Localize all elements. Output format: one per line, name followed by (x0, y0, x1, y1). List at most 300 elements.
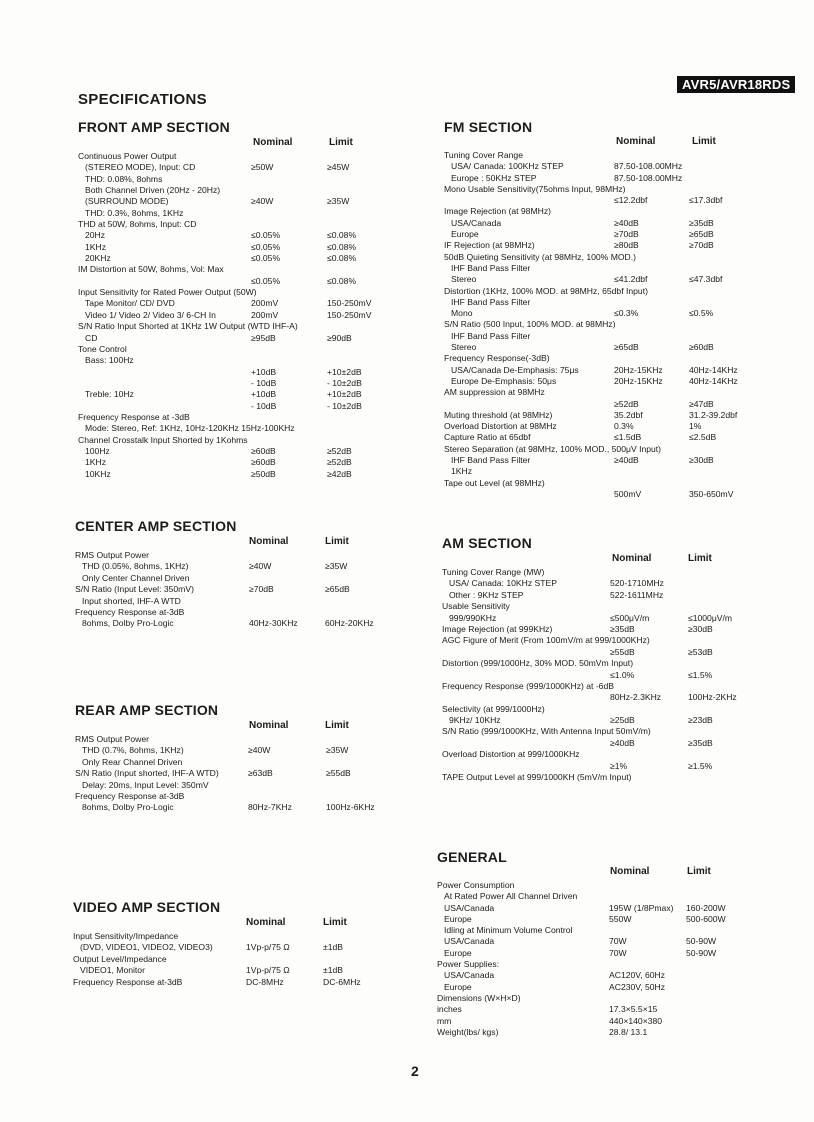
spec-label: IHF Band Pass Filter (451, 330, 531, 341)
spec-limit: ≥52dB (327, 457, 352, 468)
spec-nominal: ≥55dB (610, 646, 635, 657)
column-header-limit: Limit (692, 136, 716, 147)
spec-nominal: ≤500μV/m (610, 612, 650, 623)
spec-row (442, 658, 772, 669)
spec-row (444, 387, 774, 398)
spec-nominal: 20Hz-15KHz (614, 364, 663, 375)
spec-row (444, 353, 774, 364)
spec-row (444, 297, 774, 308)
spec-rows (78, 151, 408, 480)
spec-row (442, 635, 772, 646)
spec-nominal: ≤0.05% (251, 241, 281, 252)
spec-nominal: 500mV (614, 488, 642, 499)
spec-nominal: 20Hz-15KHz (614, 375, 663, 386)
spec-row (437, 970, 767, 981)
spec-limit: ≤0.08% (327, 275, 357, 286)
spec-label: Europe (444, 981, 472, 992)
spec-nominal: 80Hz-2.3KHz (610, 692, 662, 703)
spec-limit: 500-600W (686, 913, 726, 924)
spec-row (437, 1004, 767, 1015)
spec-label: Mono Usable Sensitivity(75ohms Input, 98MHz) (444, 183, 626, 194)
spec-row (437, 948, 767, 959)
spec-row (78, 151, 408, 162)
spec-label: Treble: 10Hz (85, 389, 134, 400)
spec-nominal: - 10dB (251, 400, 277, 411)
spec-nominal: AC120V, 60Hz (609, 970, 666, 981)
spec-limit: ±1dB (323, 942, 344, 953)
spec-label: USA/Canada De-Emphasis: 75μs (451, 364, 579, 375)
spec-label: Continuous Power Output (78, 151, 177, 161)
spec-label: IHF Band Pass Filter (451, 455, 531, 466)
spec-row (437, 880, 767, 891)
spec-row (78, 287, 408, 298)
spec-limit: ≥70dB (689, 240, 714, 251)
spec-label: RMS Output Power (75, 550, 150, 560)
section-title: FM SECTION (444, 119, 533, 135)
spec-nominal: 1Vp-p/75 Ω (246, 965, 290, 976)
spec-row (442, 590, 772, 601)
spec-label: mm (437, 1015, 452, 1026)
spec-nominal: - 10dB (251, 377, 277, 388)
spec-row (444, 173, 774, 184)
spec-label: Power Consumption (437, 880, 515, 890)
spec-nominal: ≥63dB (248, 768, 273, 779)
column-header-nominal: Nominal (612, 553, 652, 564)
rear-amp-section (75, 702, 405, 813)
spec-row (78, 469, 408, 480)
spec-nominal: ≥52dB (614, 398, 639, 409)
spec-label: Input Sensitivity for Rated Power Output (50W) (78, 287, 257, 298)
spec-rows (444, 150, 774, 500)
spec-nominal: ≥25dB (610, 715, 635, 726)
spec-row (444, 421, 774, 432)
fm-section (444, 119, 774, 499)
spec-row (442, 681, 772, 692)
video-amp-section (73, 899, 403, 987)
section-title: CENTER AMP SECTION (75, 518, 237, 534)
column-header-limit: Limit (688, 553, 712, 564)
spec-limit: ≤1000μV/m (688, 612, 733, 623)
spec-row (75, 584, 405, 595)
spec-label: Video 1/ Video 2/ Video 3/ 6-CH In (85, 309, 216, 320)
spec-label: Europe (444, 947, 472, 958)
spec-row (75, 596, 405, 607)
spec-row (444, 274, 774, 285)
spec-rows (437, 880, 767, 1038)
spec-label: IHF Band Pass Filter (451, 262, 531, 273)
spec-label: Frequency Response at-3dB (75, 606, 185, 617)
spec-nominal: 1Vp-p/75 Ω (246, 942, 290, 953)
spec-rows (75, 734, 405, 814)
spec-row (444, 150, 774, 161)
spec-row (75, 561, 405, 572)
spec-row (442, 567, 772, 578)
section-title: VIDEO AMP SECTION (73, 899, 221, 915)
spec-nominal: 17.3×5.5×15 (609, 1004, 658, 1015)
column-header-nominal: Nominal (249, 720, 289, 731)
spec-label: Tape out Level (at 98MHz) (444, 477, 545, 488)
spec-row (78, 310, 408, 321)
spec-label: Other : 9KHz STEP (449, 589, 524, 600)
spec-row (73, 965, 403, 976)
spec-nominal: ≥70dB (614, 229, 639, 240)
spec-label: USA/Canada (444, 902, 495, 913)
spec-label: S/N Ratio (Input Level: 350mV) (75, 584, 194, 595)
spec-label: USA/Canada (444, 936, 495, 947)
spec-row (78, 242, 408, 253)
spec-label: Frequency Response(-3dB) (444, 353, 550, 364)
spec-label: Frequency Response at-3dB (73, 976, 183, 987)
spec-row (73, 977, 403, 988)
spec-label: 1KHz (85, 241, 107, 252)
spec-label: Tuning Cover Range (444, 150, 523, 160)
spec-label: Muting threshold (at 98MHz) (444, 409, 553, 420)
spec-limit: 50-90W (686, 947, 717, 958)
spec-row (444, 376, 774, 387)
spec-row (444, 240, 774, 251)
spec-limit: ≤17.3dbf (689, 195, 723, 206)
spec-nominal: AC230V, 50Hz (609, 981, 666, 992)
spec-label: 1KHz (85, 457, 107, 468)
spec-label: Selectivity (at 999/1000Hz) (442, 703, 545, 714)
spec-nominal: ≤0.05% (251, 253, 281, 264)
spec-label: 8ohms, Dolby Pro-Logic (82, 618, 174, 629)
spec-row (444, 455, 774, 466)
spec-limit: ≤47.3dbf (689, 274, 723, 285)
spec-row (444, 444, 774, 455)
spec-nominal: ≥50W (251, 162, 274, 173)
spec-label: Tone Control (78, 343, 127, 354)
spec-row (73, 942, 403, 953)
spec-label: IHF Band Pass Filter (451, 296, 531, 307)
spec-limit: 40Hz-14KHz (689, 375, 738, 386)
spec-limit: ≥52dB (327, 445, 352, 456)
spec-label: THD at 50W, 8ohms, Input: CD (78, 219, 197, 230)
spec-label: THD (0.7%, 8ohms, 1KHz) (82, 745, 184, 756)
spec-limit: ≥35dB (688, 737, 713, 748)
spec-nominal: ≤0.3% (614, 308, 639, 319)
spec-nominal: ≤1.5dB (614, 432, 642, 443)
spec-limit: ≥90dB (327, 332, 352, 343)
spec-row (442, 715, 772, 726)
spec-row (78, 276, 408, 287)
spec-label: Image Rejection (at 98MHz) (444, 206, 551, 217)
spec-label: Channel Crosstalk Input Shorted by 1Kohms (78, 434, 248, 445)
spec-limit: ≥42dB (327, 468, 352, 479)
spec-label: Tape Monitor/ CD/ DVD (85, 298, 175, 309)
spec-row (437, 1016, 767, 1027)
spec-limit: ≥55dB (326, 768, 351, 779)
spec-row (444, 184, 774, 195)
spec-limit: - 10±2dB (327, 377, 362, 388)
spec-nominal: 87.50-108.00MHz (614, 172, 683, 183)
spec-nominal: +10dB (251, 389, 277, 400)
spec-limit: ≤0.08% (327, 253, 357, 264)
spec-nominal: ≤0.05% (251, 230, 281, 241)
spec-label: Both Channel Driven (20Hz - 20Hz) (85, 185, 221, 196)
spec-nominal: 550W (609, 913, 632, 924)
spec-label: Europe : 50KHz STEP (451, 172, 537, 183)
spec-row (444, 252, 774, 263)
spec-row (444, 466, 774, 477)
spec-label: S/N Ratio Input Shorted at 1KHz 1W Output (WTD IHF-A) (78, 321, 298, 332)
spec-label: IM Distortion at 50W, 8ohms, Vol: Max (78, 264, 224, 275)
spec-row (75, 768, 405, 779)
spec-limit: ≥35W (325, 561, 348, 572)
spec-nominal: ≤41.2dbf (614, 274, 648, 285)
spec-row (78, 230, 408, 241)
spec-label: 20KHz (85, 253, 111, 264)
spec-row (444, 218, 774, 229)
section-title: GENERAL (437, 849, 507, 865)
spec-label: Mono (451, 308, 473, 319)
spec-limit: 150-250mV (327, 309, 372, 320)
spec-row (442, 601, 772, 612)
spec-row (437, 891, 767, 902)
column-header-nominal: Nominal (246, 917, 286, 928)
spec-label: 20Hz (85, 230, 106, 241)
spec-limit: ≥30dB (688, 623, 713, 634)
spec-row (78, 435, 408, 446)
spec-row (442, 726, 772, 737)
spec-limit: ≥60dB (689, 342, 714, 353)
spec-row (442, 624, 772, 635)
spec-nominal: ≥65dB (614, 342, 639, 353)
spec-row (437, 1027, 767, 1038)
spec-nominal: ≥70dB (249, 584, 274, 595)
spec-nominal: 40Hz-30KHz (249, 618, 298, 629)
front-amp-section (78, 119, 408, 479)
spec-row (78, 333, 408, 344)
spec-label: THD: 0.3%, 8ohms, 1KHz (85, 207, 184, 218)
center-amp-section (75, 518, 405, 629)
spec-label: Output Level/Impedance (73, 953, 167, 964)
spec-row (442, 749, 772, 760)
spec-row (444, 308, 774, 319)
spec-row (73, 954, 403, 965)
spec-row (444, 161, 774, 172)
spec-row (442, 613, 772, 624)
spec-nominal: ≥40W (248, 745, 271, 756)
spec-row (442, 578, 772, 589)
spec-nominal: ≥40dB (610, 737, 635, 748)
spec-limit: 31.2-39.2dbf (689, 409, 738, 420)
spec-nominal: 80Hz-7KHz (248, 802, 292, 813)
spec-label: At Rated Power All Channel Driven (444, 891, 578, 902)
spec-label: (DVD, VIDEO1, VIDEO2, VIDEO3) (80, 942, 213, 953)
spec-limit: ≥30dB (689, 455, 714, 466)
spec-row (444, 342, 774, 353)
spec-row (75, 618, 405, 629)
spec-nominal: 87.50-108.00MHz (614, 161, 683, 172)
spec-row (442, 670, 772, 681)
spec-row (78, 174, 408, 185)
spec-row (444, 206, 774, 217)
spec-row (78, 185, 408, 196)
spec-nominal: ≥40W (251, 196, 274, 207)
spec-row (444, 365, 774, 376)
section-title: FRONT AMP SECTION (78, 119, 230, 135)
spec-label: Power Supplies: (437, 959, 500, 970)
spec-row (78, 457, 408, 468)
spec-row (75, 791, 405, 802)
spec-row (78, 253, 408, 264)
section-title: AM SECTION (442, 535, 532, 551)
spec-label: USA/ Canada: 100KHz STEP (451, 161, 564, 172)
spec-row (444, 195, 774, 206)
spec-row (437, 936, 767, 947)
spec-label: THD: 0.08%, 8ohms (85, 173, 163, 184)
spec-limit: +10±2dB (327, 366, 362, 377)
spec-row (73, 931, 403, 942)
spec-row (78, 298, 408, 309)
spec-row (78, 355, 408, 366)
spec-label: Weight(lbs/ kgs) (437, 1026, 499, 1037)
spec-row (78, 367, 408, 378)
am-section (442, 535, 772, 783)
column-header-limit: Limit (687, 866, 711, 877)
column-header-nominal: Nominal (249, 536, 289, 547)
spec-row (437, 959, 767, 970)
spec-nominal: 28.8/ 13.1 (609, 1026, 648, 1037)
spec-row (437, 982, 767, 993)
spec-row (75, 802, 405, 813)
spec-nominal: ≥35dB (610, 623, 635, 634)
spec-row (75, 780, 405, 791)
spec-label: Frequency Response at -3dB (78, 411, 190, 422)
spec-label: Frequency Response (999/1000KHz) at -6dB (442, 680, 614, 691)
spec-limit: ≥35dB (689, 217, 714, 228)
spec-label: Mode: Stereo, Ref: 1KHz, 10Hz-120KHz 15Hz-100KHz (85, 423, 295, 434)
spec-limit: ≤0.08% (327, 241, 357, 252)
spec-limit: ≥1.5% (688, 760, 713, 771)
spec-limit: ≥35W (326, 745, 349, 756)
spec-nominal: 195W (1/8Pmax) (609, 902, 674, 913)
spec-row (78, 208, 408, 219)
column-header-nominal: Nominal (253, 137, 293, 148)
spec-label: Stereo (451, 342, 477, 353)
spec-row (78, 401, 408, 412)
spec-label: RMS Output Power (75, 734, 150, 744)
spec-label: 9KHz/ 10KHz (449, 715, 501, 726)
spec-row (78, 423, 408, 434)
page-title: SPECIFICATIONS (78, 91, 207, 108)
spec-label: THD (0.05%, 8ohms, 1KHz) (82, 561, 189, 572)
spec-nominal: ≥40W (249, 561, 272, 572)
spec-nominal: +10dB (251, 366, 277, 377)
spec-label: S/N Ratio (Input shorted, IHF-A WTD) (75, 768, 219, 779)
column-header-limit: Limit (325, 720, 349, 731)
spec-label: Idling at Minimum Volume Control (444, 925, 573, 936)
spec-limit: ≥23dB (688, 715, 713, 726)
spec-limit: ≥53dB (688, 646, 713, 657)
column-header-limit: Limit (325, 536, 349, 547)
spec-nominal: 0.3% (614, 421, 634, 432)
spec-label: Delay: 20ms, Input Level: 350mV (82, 779, 209, 790)
spec-label: 10KHz (85, 468, 111, 479)
spec-row (75, 550, 405, 561)
spec-limit: ≥35W (327, 196, 350, 207)
spec-row (437, 925, 767, 936)
spec-label: CD (85, 332, 98, 343)
spec-row (437, 914, 767, 925)
spec-label: Europe De-Emphasis: 50μs (451, 375, 557, 386)
spec-label: (SURROUND MODE) (85, 196, 169, 207)
spec-label: Overload Distortion at 98MHz (444, 421, 557, 432)
spec-nominal: 35.2dbf (614, 409, 643, 420)
spec-row (444, 399, 774, 410)
spec-row (78, 321, 408, 332)
spec-nominal: ≥60dB (251, 445, 276, 456)
spec-row (444, 432, 774, 443)
spec-row (78, 196, 408, 207)
spec-label: Only Center Channel Driven (82, 572, 190, 583)
spec-limit: ≤0.5% (689, 308, 714, 319)
spec-label: S/N Ratio (500 Input, 100% MOD. at 98MHz) (444, 319, 616, 330)
spec-row (75, 607, 405, 618)
spec-limit: ±1dB (323, 965, 344, 976)
spec-nominal: 70W (609, 947, 627, 958)
spec-limit: ≥45W (327, 162, 350, 173)
spec-label: Dimensions (W×H×D) (437, 992, 521, 1003)
spec-row (442, 772, 772, 783)
spec-row (444, 489, 774, 500)
spec-label: USA/Canada (444, 970, 495, 981)
spec-row (78, 389, 408, 400)
spec-label: Stereo Separation (at 98MHz, 100% MOD., 500μV Input) (444, 443, 662, 454)
spec-label: 8ohms, Dolby Pro-Logic (82, 802, 174, 813)
spec-label: AGC Figure of Merit (From 100mV/m at 999/1000KHz) (442, 635, 650, 646)
spec-limit: DC-6MHz (323, 976, 361, 987)
column-header-limit: Limit (329, 137, 353, 148)
spec-label: 1KHz (451, 466, 473, 477)
spec-label: Tuning Cover Range (MW) (442, 567, 545, 577)
spec-row (437, 903, 767, 914)
spec-nominal: ≥50dB (251, 468, 276, 479)
spec-row (78, 264, 408, 275)
spec-label: Input Sensitivity/Impedance (73, 931, 179, 941)
spec-limit: 40Hz-14KHz (689, 364, 738, 375)
spec-label: Europe (444, 913, 472, 924)
spec-label: VIDEO1, Monitor (80, 965, 145, 976)
spec-label: Image Rejection (at 999KHz) (442, 623, 553, 634)
page-number: 2 (411, 1063, 419, 1079)
spec-nominal: 70W (609, 936, 627, 947)
model-badge: AVR5/AVR18RDS (677, 76, 795, 93)
spec-nominal: DC-8MHz (246, 976, 284, 987)
spec-rows (442, 567, 772, 783)
spec-label: IF Rejection (at 98MHz) (444, 240, 535, 251)
spec-nominal: 440×140×380 (609, 1015, 663, 1026)
spec-limit: 100Hz-2KHz (688, 692, 737, 703)
spec-label: Frequency Response at-3dB (75, 790, 185, 801)
spec-label: Usable Sensitivity (442, 601, 510, 612)
general-section (437, 849, 767, 1037)
spec-row (75, 757, 405, 768)
spec-label: Stereo (451, 274, 477, 285)
spec-label: 100Hz (85, 445, 110, 456)
spec-label: 50dB Quieting Sensitivity (at 98MHz, 100% MOD.) (444, 251, 637, 262)
spec-nominal: ≥80dB (614, 240, 639, 251)
spec-limit: ≥47dB (689, 398, 714, 409)
spec-row (437, 993, 767, 1004)
spec-nominal: ≤0.05% (251, 275, 281, 286)
spec-label: Only Rear Channel Driven (82, 756, 183, 767)
spec-label: (STEREO MODE), Input: CD (85, 162, 196, 173)
spec-row (78, 162, 408, 173)
spec-row (444, 263, 774, 274)
spec-label: 999/990KHz (449, 612, 497, 623)
